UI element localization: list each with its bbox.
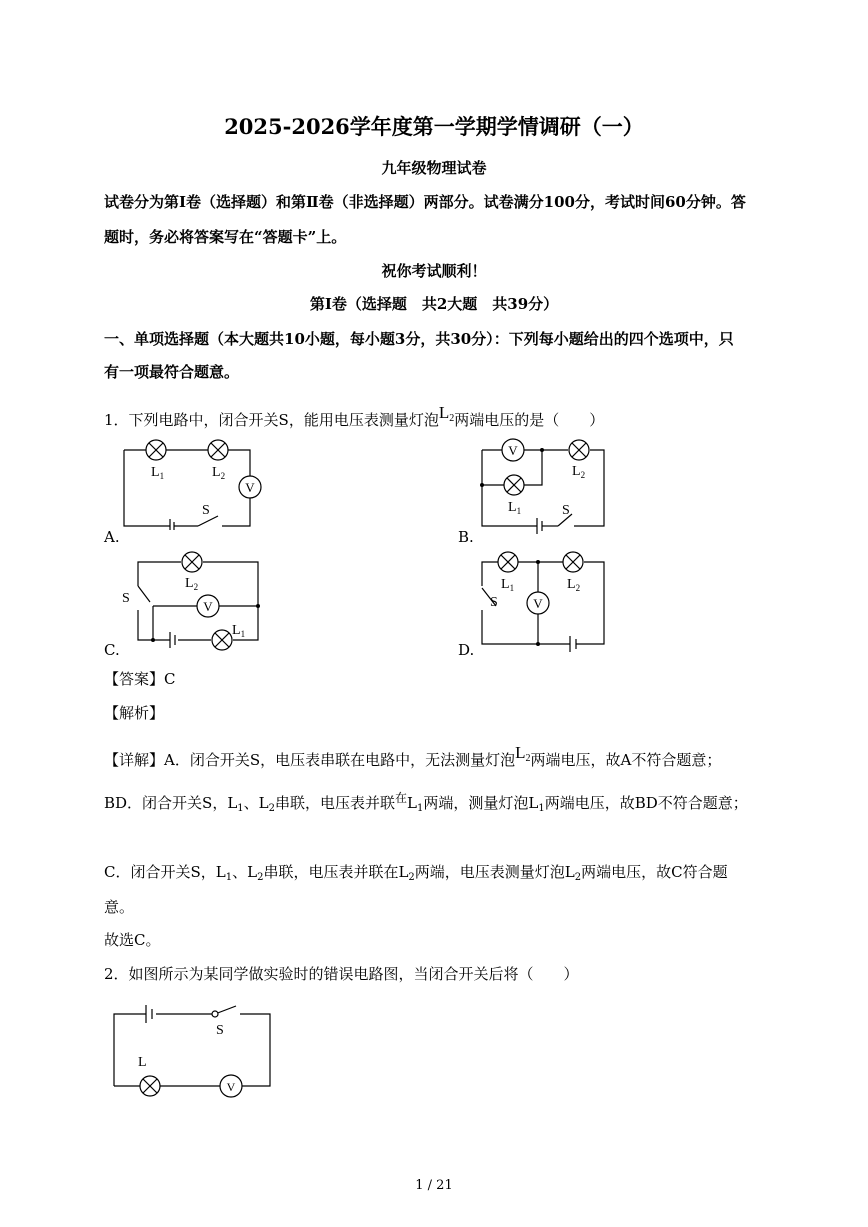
lamp-l1-icon [212,630,232,650]
option-d-label: D. [458,641,475,659]
lamp-l2-icon [208,440,228,460]
subtitle: 九年级物理试卷 [381,159,487,177]
svg-text:S: S [122,591,130,606]
svg-text:L2: $L_2$ [567,577,581,593]
page-title: 2025-2026学年度第一学期学情调研（一） [224,114,644,139]
circuit-d-diagram [476,546,616,654]
section-heading-line-2: 有一项最符合题意。 [104,363,240,381]
wish-text: 祝你考试顺利！ [381,262,487,280]
lamp-l2-icon [182,552,202,572]
q1-stem-pre: 1．下列电路中，闭合开关S，能用电压表测量灯泡 [104,411,439,429]
lamp-l1-icon [504,475,524,495]
circuit-q2-diagram [108,1000,278,1105]
svg-text:S: S [216,1023,224,1038]
svg-text:V: V [203,599,213,614]
voltmeter-icon [220,1075,242,1097]
svg-text:L1: $L_1$ [232,623,246,639]
option-c-label: C. [104,641,120,659]
q1-detail-c: C．闭合开关S，$L_1$、$L_2$串联，电压表并联在$L_2$两端，电压表测量灯泡$L_2$两端电压，故C符合题 [104,863,728,883]
voltmeter-icon [239,476,261,498]
lamp-l1-icon [498,552,518,572]
q1-detail-bd: BD．闭合开关S，$L_1$、$L_2$串联，电压表并联$^在L_1$两端，测量灯泡$L_1$两端电压，故BD不符合题意； [104,791,748,814]
q1-conclusion: 故选C。 [104,931,161,949]
circuit-b-diagram [476,434,616,534]
svg-text:V: V [533,596,543,611]
option-b-label: B. [458,528,474,546]
svg-text:L1: $L_1$ [508,500,522,516]
page-number: 1 / 21 [415,1178,453,1193]
voltmeter-icon [527,592,549,614]
lamp-l1-icon [146,440,166,460]
svg-text:L2: $L_2$ [572,464,586,480]
svg-text:L2: $L_2$ [212,465,226,481]
svg-text:L1: $L_1$ [151,465,165,481]
svg-text:L1: $L_1$ [501,577,515,593]
detail-a-lamp: $L_2$ [515,743,531,764]
voltmeter-icon [502,439,524,461]
q1-answer: 【答案】C [104,670,176,688]
intro-line-1: 试卷分为第Ⅰ卷（选择题）和第Ⅱ卷（非选择题）两部分。试卷满分100分，考试时间60分钟。答 [104,193,746,211]
voltmeter-icon [197,595,219,617]
svg-text:V: V [245,480,255,495]
svg-text:S: S [562,503,570,518]
svg-text:V: V [508,443,518,458]
q1-detail-a: 【详解】A．闭合开关S，电压表串联在电路中，无法测量灯泡$L_2$两端电压，故A不符合题意； [104,743,722,769]
svg-text:S: S [202,503,210,518]
part-heading: 第Ⅰ卷（选择题 共2大题 共39分） [309,295,559,313]
q1-stem-post: 两端电压的是（ ） [454,411,605,429]
section-heading-line-1: 一、单项选择题（本大题共10小题，每小题3分，共30分）：下列每小题给出的四个选项中，只 [104,330,734,348]
circuit-a-diagram [118,430,268,530]
option-a-label: A. [104,528,120,546]
svg-text:V: V [226,1080,236,1094]
intro-line-2: 题时，务必将答案写在“答题卡”上。 [104,228,347,246]
svg-text:L2: $L_2$ [185,576,199,592]
svg-text:L: L [138,1055,147,1070]
lamp-l2-icon [563,552,583,572]
q1-analysis-label: 【解析】 [104,704,165,722]
lamp-l-icon [140,1076,160,1096]
q1-detail-c-line-2: 意。 [104,898,135,916]
svg-text:S: S [490,595,498,610]
lamp-l2-icon [569,440,589,460]
circuit-c-diagram [118,548,268,656]
q2-stem: 2．如图所示为某同学做实验时的错误电路图，当闭合开关后将（ ） [104,965,579,983]
q1-stem-lamp: $L_2$ [438,403,455,424]
